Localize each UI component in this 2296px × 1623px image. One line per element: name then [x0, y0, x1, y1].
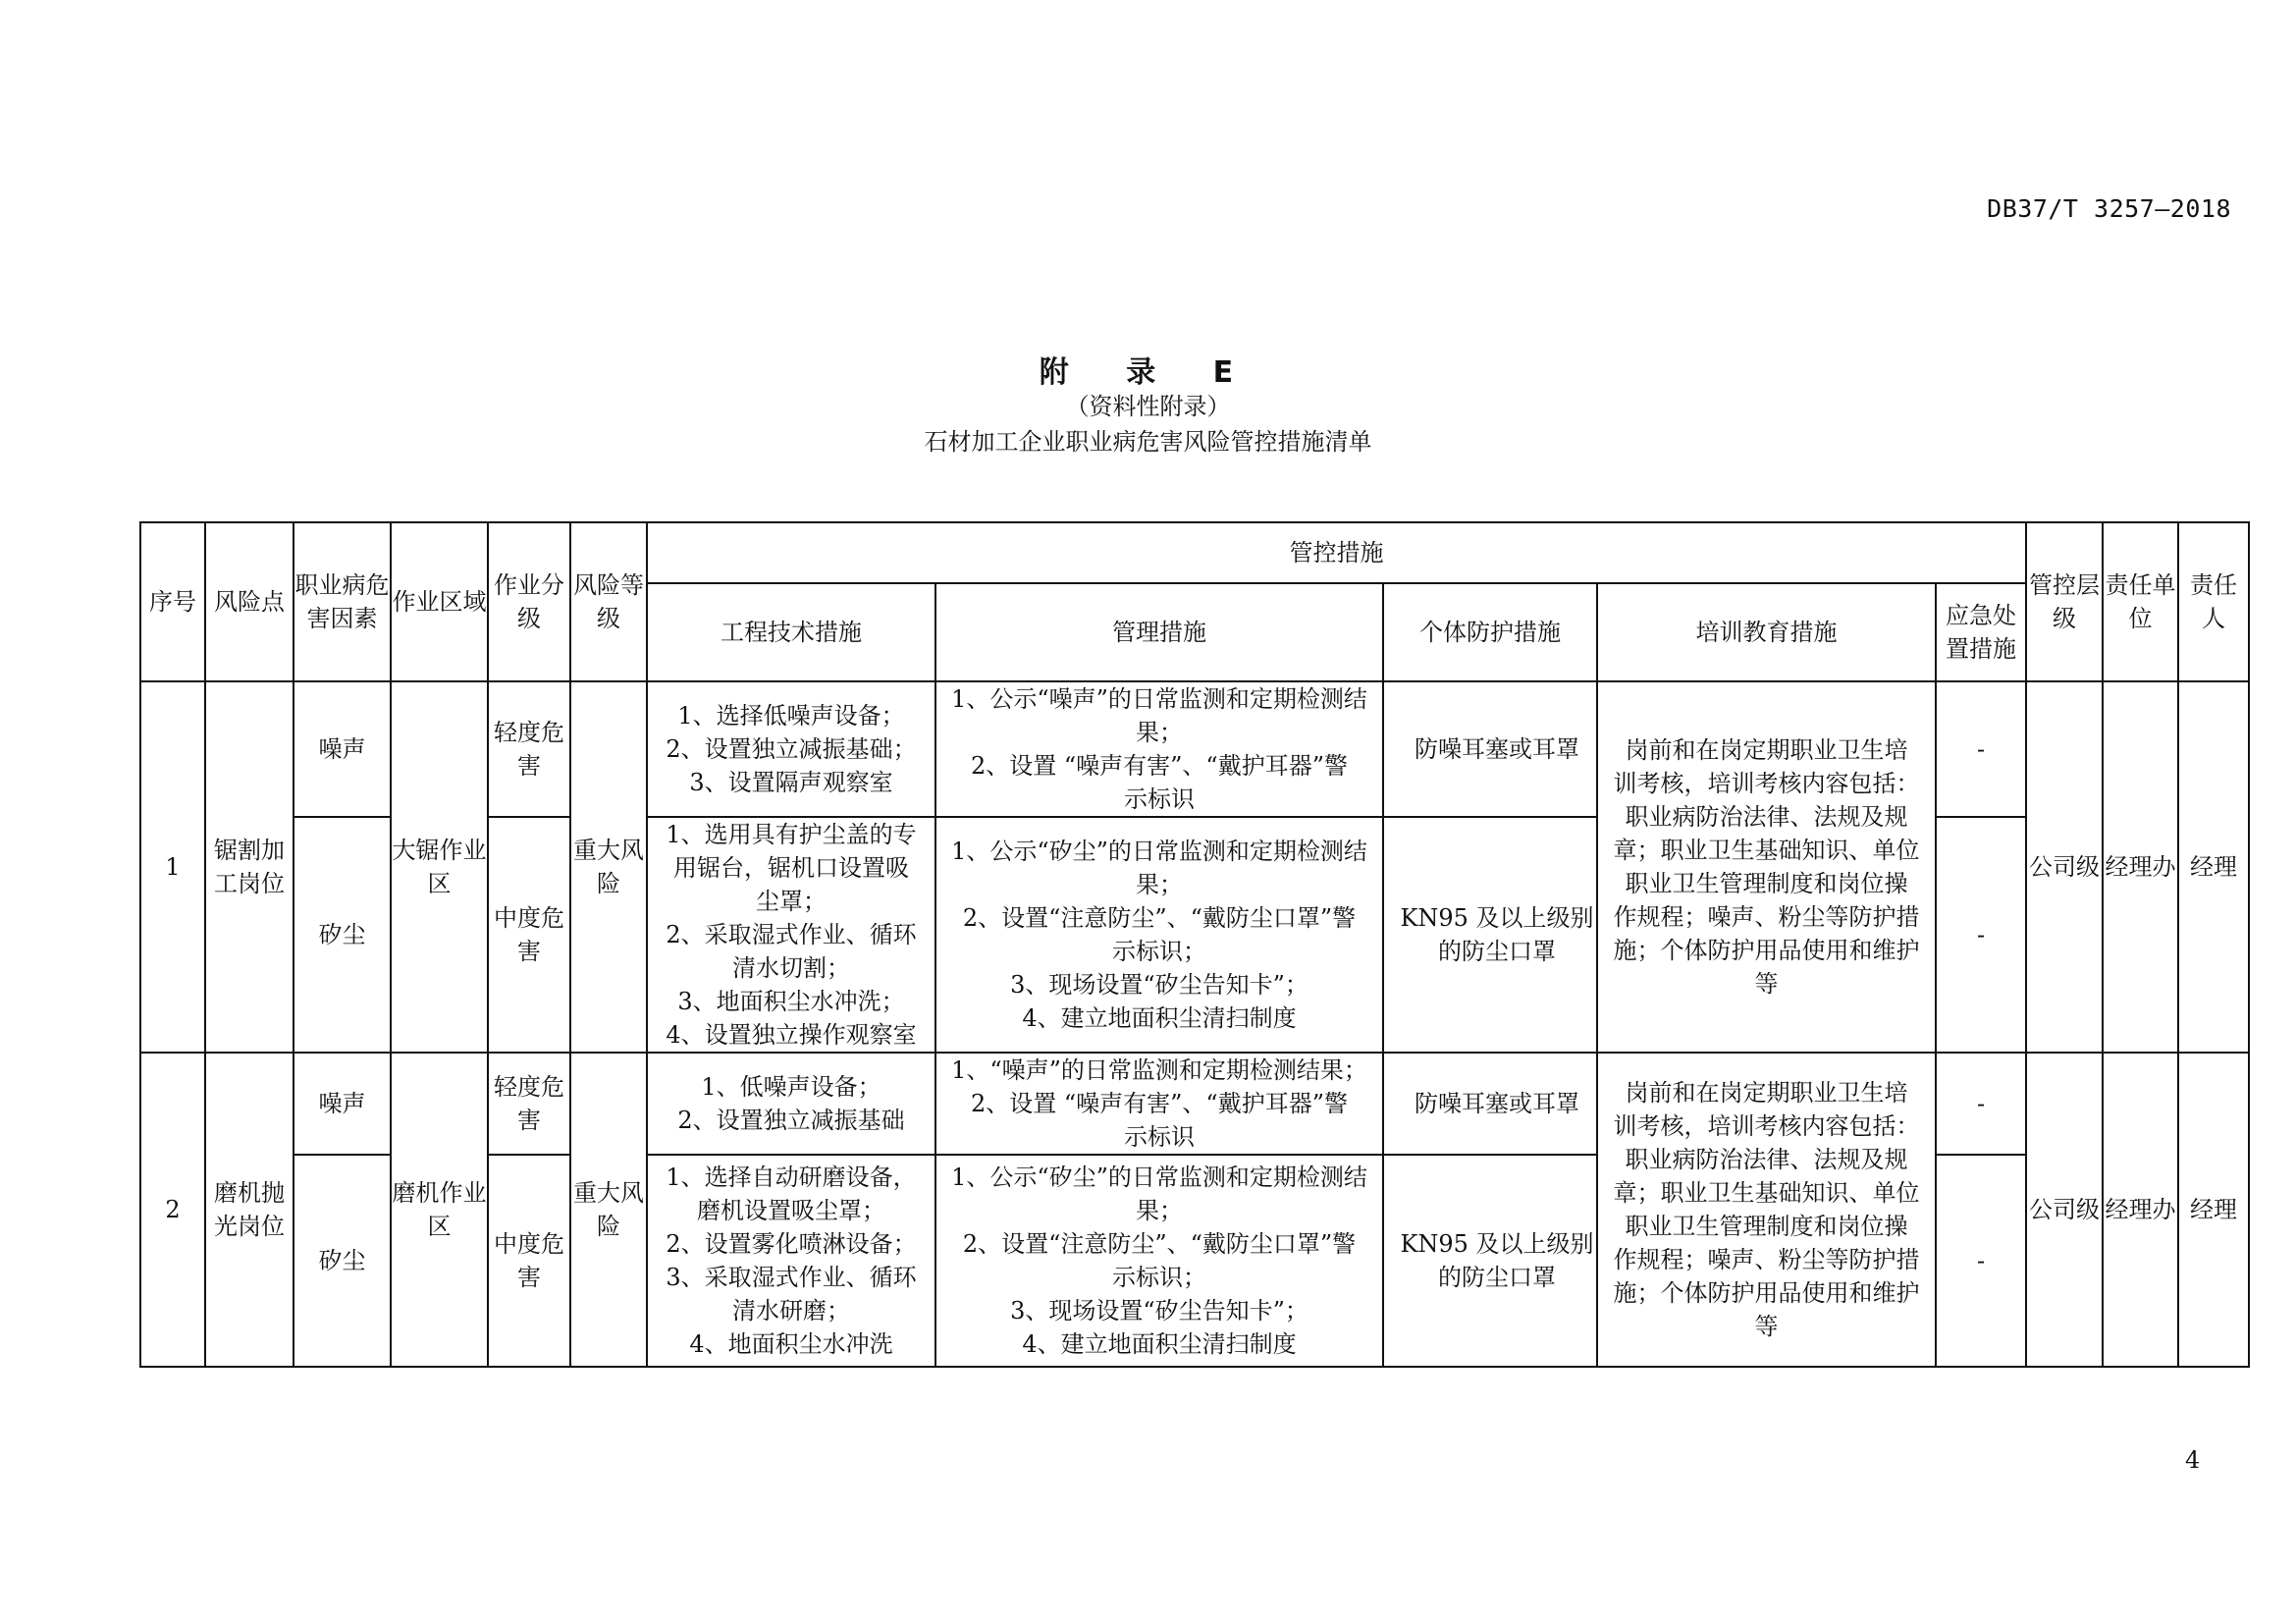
header-area: 作业区域 [391, 522, 488, 681]
engineering-line: 用锯台，锯机口设置吸 [673, 854, 909, 882]
page-number: 4 [2185, 1446, 2201, 1474]
emergency-cell: - [1936, 817, 2026, 1053]
management-line: 1、公示“矽尘”的日常监测和定期检测结 [951, 1163, 1367, 1191]
management-line: 2、设置 “噪声有害”、“戴护耳器”警 [971, 752, 1348, 780]
management-line: 果； [1136, 871, 1183, 898]
area-cell: 大锯作业区 [391, 681, 488, 1053]
management-line: 示标识 [1124, 785, 1195, 813]
risk-level-cell: 重大风险 [570, 681, 647, 1053]
dept-cell: 经理办 [2103, 681, 2178, 1053]
training-line: 职业病防治法律、法规及规 [1625, 803, 1908, 831]
ppe-line: KN95 及以上级别 [1400, 904, 1594, 932]
risk-control-table [139, 521, 2250, 1368]
training-line: 岗前和在岗定期职业卫生培 [1625, 736, 1908, 764]
area-cell: 磨机作业区 [391, 1053, 488, 1367]
table-row [140, 1053, 2249, 1155]
header-dept: 责任单位 [2103, 522, 2178, 681]
person-cell: 经理 [2178, 1053, 2249, 1367]
training-line: 职业病防治法律、法规及规 [1625, 1146, 1908, 1173]
engineering-line: 3、采取湿式作业、循环 [666, 1264, 917, 1291]
management-line: 2、设置 “噪声有害”、“戴护耳器”警 [971, 1090, 1348, 1117]
ppe-cell [1383, 1053, 1597, 1155]
engineering-line: 3、地面积尘水冲洗； [677, 988, 905, 1015]
seq-cell: 2 [140, 1053, 205, 1367]
engineering-line: 1、选用具有护尘盖的专 [666, 821, 917, 848]
header-engineering: 工程技术措施 [647, 583, 935, 681]
management-cell [935, 1155, 1383, 1367]
training-line: 等 [1754, 970, 1779, 998]
appendix-title: 附 录 E [1039, 355, 1257, 390]
header-risk-point: 风险点 [205, 522, 294, 681]
training-line: 岗前和在岗定期职业卫生培 [1625, 1079, 1908, 1107]
ppe-line: 防噪耳塞或耳罩 [1415, 1090, 1579, 1117]
management-line: 示标识 [1124, 1123, 1195, 1151]
training-line: 章；职业卫生基础知识、单位 [1613, 837, 1920, 864]
management-line: 示标识； [1112, 938, 1206, 965]
management-line: 2、设置“注意防尘”、“戴防尘口罩”警 [962, 904, 1357, 932]
work-grade-cell: 轻度危害 [488, 1053, 570, 1155]
ppe-line: KN95 及以上级别 [1400, 1230, 1594, 1258]
table-row [140, 681, 2249, 817]
hazard-cell: 噪声 [294, 1053, 391, 1155]
engineering-line: 3、设置隔声观察室 [689, 769, 893, 796]
risk-point-cell: 锯割加工岗位 [205, 681, 294, 1053]
work-grade-cell: 中度危害 [488, 1155, 570, 1367]
engineering-line: 2、设置独立减振基础； [666, 735, 917, 763]
emergency-cell: - [1936, 681, 2026, 817]
engineering-line: 1、选择低噪声设备； [677, 702, 905, 730]
risk-level-cell: 重大风险 [570, 1053, 647, 1367]
training-line: 施；个体防护用品使用和维护 [1613, 1279, 1920, 1307]
training-line: 施；个体防护用品使用和维护 [1613, 937, 1920, 964]
emergency-cell: - [1936, 1053, 2026, 1155]
ppe-line: 的防尘口罩 [1438, 1264, 1556, 1291]
appendix-subtitle: （资料性附录） [1065, 393, 1231, 420]
engineering-line: 尘罩； [756, 888, 827, 915]
engineering-line: 清水研磨； [732, 1297, 850, 1325]
seq-cell: 1 [140, 681, 205, 1053]
engineering-line: 2、设置独立减振基础 [677, 1107, 905, 1134]
training-line: 章；职业卫生基础知识、单位 [1613, 1179, 1920, 1207]
training-line: 训考核，培训考核内容包括： [1613, 1112, 1920, 1140]
header-emergency: 应急处置措施 [1936, 583, 2026, 681]
work-grade-cell: 中度危害 [488, 817, 570, 1053]
engineering-cell [647, 1155, 935, 1367]
training-line: 职业卫生管理制度和岗位操 [1625, 1213, 1908, 1240]
control-level-cell: 公司级 [2026, 1053, 2103, 1367]
header-ppe: 个体防护措施 [1383, 583, 1597, 681]
engineering-line: 1、低噪声设备； [701, 1073, 881, 1101]
header-seq: 序号 [140, 522, 205, 681]
header-work-grade: 作业分级 [488, 522, 570, 681]
management-line: 3、现场设置“矽尘告知卡”； [1010, 1297, 1308, 1325]
engineering-line: 2、采取湿式作业、循环 [666, 921, 917, 948]
engineering-line: 清水切割； [732, 954, 850, 982]
document-code: DB37/T 3257—2018 [1987, 194, 2231, 223]
header-control-level: 管控层级 [2026, 522, 2103, 681]
header-risk-level: 风险等级 [570, 522, 647, 681]
management-cell [935, 817, 1383, 1053]
engineering-line: 磨机设置吸尘罩； [697, 1197, 885, 1224]
ppe-cell [1383, 817, 1597, 1053]
engineering-line: 2、设置雾化喷淋设备； [666, 1230, 917, 1258]
management-line: 4、建立地面积尘清扫制度 [1022, 1330, 1297, 1358]
management-line: 1、公示“噪声”的日常监测和定期检测结 [951, 685, 1367, 713]
header-measures: 管控措施 [647, 522, 2026, 583]
training-cell [1597, 1053, 1936, 1367]
header-management: 管理措施 [935, 583, 1383, 681]
hazard-cell: 矽尘 [294, 817, 391, 1053]
management-line: 2、设置“注意防尘”、“戴防尘口罩”警 [962, 1230, 1357, 1258]
management-line: 3、现场设置“矽尘告知卡”； [1010, 971, 1308, 999]
ppe-cell [1383, 681, 1597, 817]
header-training: 培训教育措施 [1597, 583, 1936, 681]
engineering-line: 4、设置独立操作观察室 [666, 1021, 917, 1049]
emergency-cell: - [1936, 1155, 2026, 1367]
management-line: 4、建立地面积尘清扫制度 [1022, 1004, 1297, 1032]
control-level-cell: 公司级 [2026, 681, 2103, 1053]
dept-cell: 经理办 [2103, 1053, 2178, 1367]
training-line: 等 [1754, 1313, 1779, 1340]
training-line: 作规程；噪声、粉尘等防护措 [1613, 1246, 1920, 1273]
hazard-cell: 噪声 [294, 681, 391, 817]
training-cell [1597, 681, 1936, 1053]
training-line: 作规程；噪声、粉尘等防护措 [1613, 903, 1920, 931]
management-line: 1、公示“矽尘”的日常监测和定期检测结 [951, 838, 1367, 865]
header-person: 责任人 [2178, 522, 2249, 681]
engineering-cell [647, 817, 935, 1053]
header-hazard: 职业病危害因素 [294, 522, 391, 681]
management-line: 果； [1136, 719, 1183, 746]
management-line: 果； [1136, 1197, 1183, 1224]
training-line: 训考核，培训考核内容包括： [1613, 770, 1920, 797]
management-line: 示标识； [1112, 1264, 1206, 1291]
person-cell: 经理 [2178, 681, 2249, 1053]
engineering-line: 1、选择自动研磨设备， [666, 1163, 917, 1191]
ppe-cell [1383, 1155, 1597, 1367]
management-line: 1、“噪声”的日常监测和定期检测结果； [951, 1056, 1367, 1084]
header-row-1 [140, 522, 2249, 583]
risk-point-cell: 磨机抛光岗位 [205, 1053, 294, 1367]
appendix-name: 石材加工企业职业病危害风险管控措施清单 [924, 428, 1372, 456]
engineering-cell [647, 1053, 935, 1155]
training-line: 职业卫生管理制度和岗位操 [1625, 870, 1908, 897]
engineering-cell [647, 681, 935, 817]
ppe-line: 防噪耳塞或耳罩 [1415, 735, 1579, 763]
management-cell [935, 681, 1383, 817]
hazard-cell: 矽尘 [294, 1155, 391, 1367]
ppe-line: 的防尘口罩 [1438, 938, 1556, 965]
engineering-line: 4、地面积尘水冲洗 [689, 1330, 893, 1358]
management-cell [935, 1053, 1383, 1155]
work-grade-cell: 轻度危害 [488, 681, 570, 817]
